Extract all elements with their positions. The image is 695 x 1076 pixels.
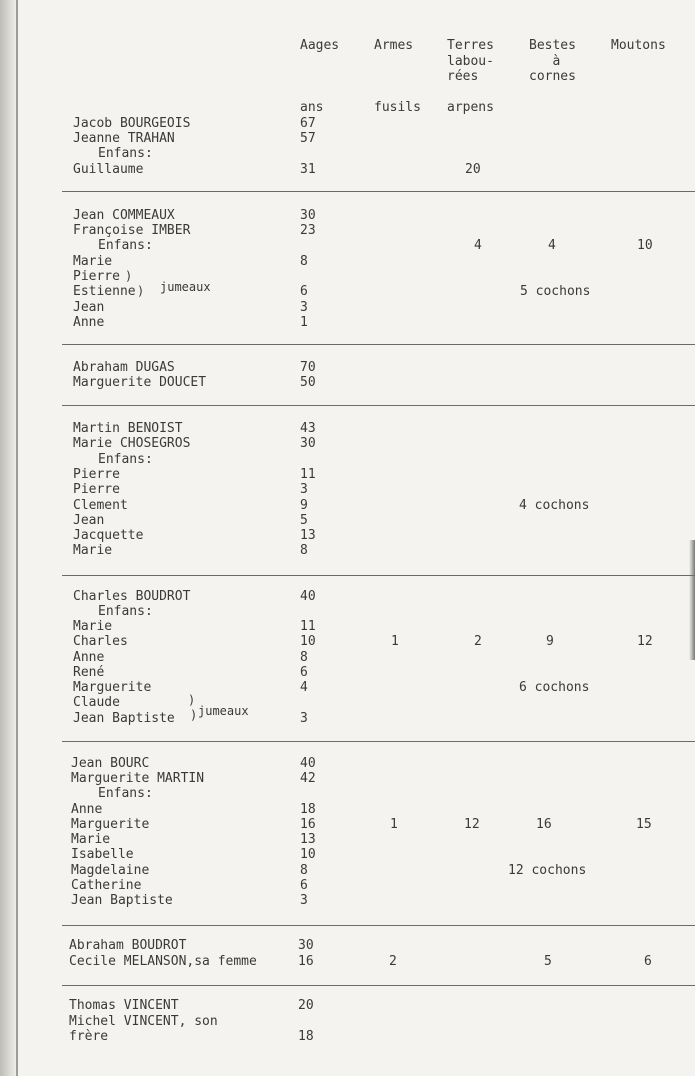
- child-age: 18: [300, 802, 316, 817]
- enfans-label: Enfans:: [98, 604, 153, 619]
- family-separator: [62, 985, 695, 986]
- person-name: Marie CHOSEGROS: [73, 436, 191, 451]
- person-age: 42: [300, 771, 316, 786]
- person-age: 67: [300, 116, 316, 131]
- person-age: 40: [300, 756, 316, 771]
- child-age: 11: [300, 619, 316, 634]
- person-age: 30: [298, 938, 314, 953]
- moutons-value: 10: [637, 238, 653, 253]
- person-age: 20: [298, 998, 314, 1013]
- family-separator: [62, 925, 695, 926]
- child-name: Marie: [73, 543, 113, 558]
- moutons-value: 6: [644, 954, 652, 969]
- person-age: 18: [298, 1029, 314, 1044]
- family-separator: [62, 575, 695, 576]
- child-name: Estienne: [73, 284, 136, 299]
- person-age: 16: [298, 954, 314, 969]
- child-name: Magdelaine: [71, 863, 150, 878]
- person-name: Marguerite DOUCET: [73, 375, 207, 390]
- child-name: Guillaume: [73, 162, 144, 177]
- terres-value: 2: [474, 634, 482, 649]
- person-age: 23: [300, 223, 316, 238]
- bestes-value: 5: [544, 954, 552, 969]
- family-separator: [62, 344, 695, 345]
- enfans-label: Enfans:: [98, 452, 153, 467]
- bestes-value: 9: [546, 634, 554, 649]
- header-armes: Armes: [374, 38, 414, 53]
- twin-brace: ): [137, 284, 145, 298]
- child-age: 6: [300, 284, 308, 299]
- cochons-value: 5 cochons: [520, 284, 591, 299]
- family-separator: [62, 405, 695, 406]
- cochons-value: 12 cochons: [508, 863, 587, 878]
- person-age: 70: [300, 360, 316, 375]
- armes-value: 1: [390, 817, 398, 832]
- unit-arpens: arpens: [447, 100, 494, 115]
- child-name: Anne: [73, 315, 105, 330]
- person-age: 40: [300, 589, 316, 604]
- child-name: Pierre: [73, 467, 120, 482]
- person-name: Michel VINCENT, son: [69, 1014, 218, 1029]
- header-aages: Aages: [300, 38, 340, 53]
- person-name: Thomas VINCENT: [69, 998, 179, 1013]
- child-age: 8: [300, 650, 308, 665]
- terres-value: 12: [464, 817, 480, 832]
- person-name: Jean COMMEAUX: [73, 208, 175, 223]
- bestes-value: 16: [536, 817, 552, 832]
- moutons-value: 12: [637, 634, 653, 649]
- child-age: 8: [300, 863, 308, 878]
- child-age: 13: [300, 528, 316, 543]
- child-name: Jean: [73, 300, 105, 315]
- unit-fusils: fusils: [374, 100, 421, 115]
- cochons-value: 4 cochons: [519, 498, 590, 513]
- child-age: 9: [300, 498, 308, 513]
- header-terres: Terres labou- rées: [447, 38, 494, 84]
- person-name: Françoise IMBER: [73, 223, 191, 238]
- child-age: 3: [300, 300, 308, 315]
- person-name: Martin BENOIST: [73, 421, 183, 436]
- child-name: Marie: [73, 254, 113, 269]
- jumeaux-label: jumeaux: [198, 704, 249, 718]
- child-name: Marie: [73, 619, 113, 634]
- twin-brace: ): [190, 708, 198, 722]
- twin-brace: ): [188, 693, 196, 707]
- person-name: Abraham BOUDROT: [69, 938, 187, 953]
- person-name: frère: [69, 1029, 109, 1044]
- child-age: 3: [300, 893, 308, 908]
- binding-edge: [16, 0, 18, 1076]
- child-age: 10: [300, 634, 316, 649]
- family-separator: [62, 191, 695, 192]
- child-name: Marguerite: [73, 680, 152, 695]
- child-name: Pierre: [73, 482, 120, 497]
- person-age: 43: [300, 421, 316, 436]
- enfans-label: Enfans:: [98, 786, 153, 801]
- child-name: Anne: [73, 650, 105, 665]
- child-name: Charles: [73, 634, 128, 649]
- person-name: Jean BOURC: [71, 756, 150, 771]
- person-name: Jacob BOURGEOIS: [73, 116, 191, 131]
- twin-brace: ): [125, 269, 133, 283]
- header-moutons: Moutons: [611, 38, 666, 53]
- child-age: 13: [300, 832, 316, 847]
- child-age: 4: [300, 680, 308, 695]
- child-age: 6: [300, 878, 308, 893]
- child-name: Claude: [73, 695, 120, 710]
- person-age: 50: [300, 375, 316, 390]
- person-age: 30: [300, 208, 316, 223]
- armes-value: 1: [391, 634, 399, 649]
- child-name: Anne: [71, 802, 103, 817]
- bestes-value: 4: [548, 238, 556, 253]
- child-name: Marguerite: [71, 817, 150, 832]
- armes-value: 2: [389, 954, 397, 969]
- child-name: Isabelle: [71, 847, 134, 862]
- child-age: 3: [300, 711, 308, 726]
- unit-ans: ans: [300, 100, 324, 115]
- terres-value: 20: [465, 162, 481, 177]
- child-name: Clement: [73, 498, 128, 513]
- child-name: Marie: [71, 832, 111, 847]
- person-name: Jeanne TRAHAN: [73, 131, 175, 146]
- child-name: Jean Baptiste: [71, 893, 173, 908]
- child-age: 11: [300, 467, 316, 482]
- jumeaux-label: jumeaux: [160, 280, 211, 294]
- person-name: Charles BOUDROT: [73, 589, 191, 604]
- child-name: Catherine: [71, 878, 142, 893]
- child-age: 8: [300, 543, 308, 558]
- page-edge-shadow: [689, 540, 695, 660]
- child-name: René: [73, 665, 105, 680]
- enfans-label: Enfans:: [98, 146, 153, 161]
- enfans-label: Enfans:: [98, 238, 153, 253]
- person-name: Abraham DUGAS: [73, 360, 175, 375]
- child-age: 6: [300, 665, 308, 680]
- child-name: Jacquette: [73, 528, 144, 543]
- child-age: 5: [300, 513, 308, 528]
- moutons-value: 15: [636, 817, 652, 832]
- header-bestes: Bestes à cornes: [529, 38, 576, 84]
- person-age: 57: [300, 131, 316, 146]
- child-age: 3: [300, 482, 308, 497]
- child-age: 31: [300, 162, 316, 177]
- person-name: Marguerite MARTIN: [71, 771, 205, 786]
- family-separator: [62, 741, 695, 742]
- child-name: Jean Baptiste: [73, 711, 175, 726]
- terres-value: 4: [474, 238, 482, 253]
- child-age: 16: [300, 817, 316, 832]
- child-name: Jean: [73, 513, 105, 528]
- child-age: 1: [300, 315, 308, 330]
- child-name: Pierre: [73, 269, 120, 284]
- person-name: Cecile MELANSON,sa femme: [69, 954, 257, 969]
- person-age: 30: [300, 436, 316, 451]
- child-age: 10: [300, 847, 316, 862]
- child-age: 8: [300, 254, 308, 269]
- cochons-value: 6 cochons: [519, 680, 590, 695]
